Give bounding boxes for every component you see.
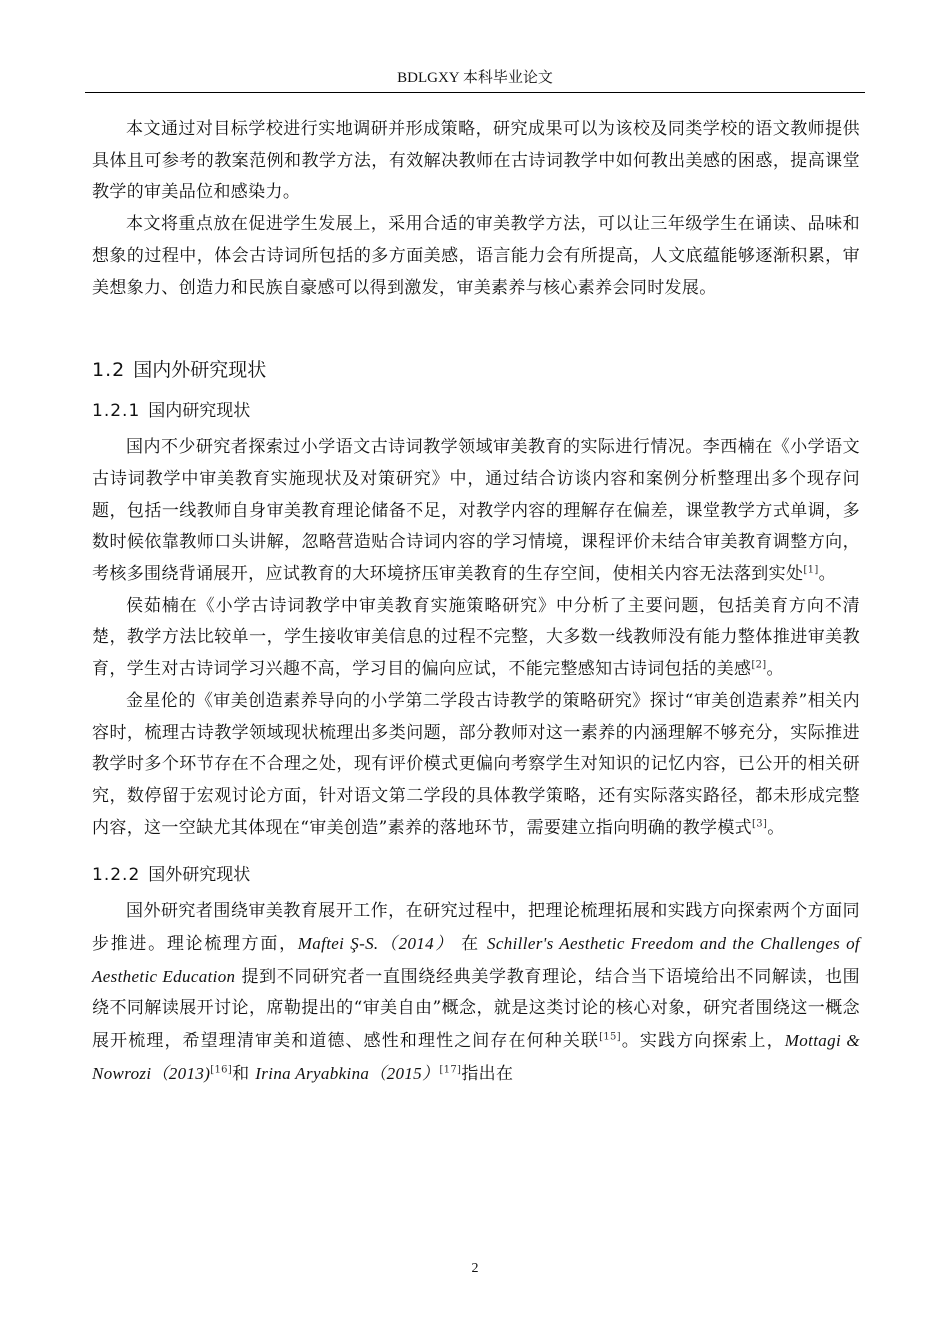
page-header: BDLGXY 本科毕业论文 — [397, 70, 553, 86]
section-number: 1.2 — [92, 359, 126, 382]
work-title: Schiller's Aesthetic Freedom and the Challenges of Aesthetic Education — [92, 934, 860, 986]
author-citation: Mottagi & Nowrozi（2013) — [92, 1031, 860, 1083]
intro-paragraph-2: 本文将重点放在促进学生发展上，采用合适的审美教学方法，可以让三年级学生在诵读、品味和想象的过程中，体会古诗词所包括的多方面美感，语言能力会有所提高，人文底蕴能够逐渐积累，审美想象力、创造力和民族自豪感可以得到激发，审美素养与核心素养会同时发展。 — [92, 214, 860, 298]
paragraph-text: 国外研究者围绕审美教育展开工作，在研究过程中，把理论梳理拓展和实践方向探索两个方面同步推进。理论梳理方面， — [92, 901, 860, 955]
section-title: 国内外研究现状 — [133, 359, 267, 382]
foreign-paragraph-1 — [92, 896, 860, 1090]
paragraph-text: 金星伦的《审美创造素养导向的小学第二学段古诗教学的策略研究》探讨“审美创造素养”相关内容时，梳理古诗教学领域现状梳理出多类问题，部分教师对这一素养的内涵理解不够充分，实际推进教学时多个环节存在不合理之处，现有评价模式更偏向考察学生对知识的记忆内容，已公开的相关研究，数停留于宏观讨论方面，针对语文第二学段的具体教学策略，还有实际落实路径，都未形成完整内容，这一空缺尤其体现在“审美创造”素养的落地环节，需要建立指向明确的教学模式 — [92, 690, 860, 838]
citation-ref: [15] — [599, 1031, 622, 1043]
header-rule — [85, 92, 865, 93]
paragraph-text: 国内不少研究者探索过小学语文古诗词教学领域审美教育的实际进行情况。李西楠在《小学语文古诗词教学中审美教育实施现状及对策研究》中，通过结合访谈内容和案例分析整理出多个现存问题，包括一线教师自身审美教育理论储备不足，对教学内容的理解存在偏差，课堂教学方式单调，多数时候依靠教师口头讲解，忽略营造贴合诗词内容的学习情境，课程评价未结合审美教育调整方向，考核多围绕背诵展开，应试教育的大环境挤压审美教育的生存空间，使相关内容无法落到实处 — [92, 437, 860, 585]
domestic-paragraph-1 — [92, 432, 860, 591]
citation-ref: [3] — [752, 818, 768, 829]
subsection-title: 国内研究现状 — [148, 401, 251, 422]
author-citation: Maftei Ş-S.（2014） — [297, 934, 455, 954]
paragraph-end: 。 — [766, 659, 784, 680]
paragraph-end: 。 — [818, 564, 836, 585]
citation-ref: [2] — [751, 659, 767, 671]
page-number: 2 — [471, 1261, 479, 1276]
page-body — [92, 114, 860, 1091]
citation-ref: [1] — [803, 564, 819, 576]
paragraph-text: 指出在 — [461, 1063, 514, 1084]
paragraph-end: 。 — [767, 817, 785, 838]
intro-paragraph-1: 本文通过对目标学校进行实地调研并形成策略，研究成果可以为该校及同类学校的语文教师提供具体且可参考的教案范例和教学方法，有效解决教师在古诗词教学中如何教出美感的困惑，提高课堂教学的审美品位和感染力。 — [92, 119, 860, 203]
domestic-paragraph-3 — [92, 686, 860, 845]
paragraph-text: 在 — [454, 934, 487, 955]
paragraph-text: 和 — [232, 1063, 256, 1084]
subsection-heading-foreign — [92, 860, 860, 890]
section-heading — [92, 356, 860, 384]
subsection-title: 国外研究现状 — [148, 865, 251, 886]
citation-ref: [17] — [439, 1064, 462, 1076]
paragraph-text: 。实践方向探索上， — [621, 1031, 785, 1052]
citation-ref: [16] — [210, 1064, 233, 1076]
domestic-paragraph-2 — [92, 591, 860, 686]
subsection-number: 1.2.2 — [92, 865, 141, 886]
subsection-number: 1.2.1 — [92, 401, 141, 422]
author-citation: Irina Aryabkina（2015） — [255, 1063, 440, 1083]
paragraph-text: 侯茹楠在《小学古诗词教学中审美教育实施策略研究》中分析了主要问题，包括美育方向不清楚，教学方法比较单一，学生接收审美信息的过程不完整，大多数一线教师没有能力整体推进审美教育，学生对古诗词学习兴趣不高，学习目的偏向应试，不能完整感知古诗词包括的美感 — [92, 595, 860, 680]
paragraph-text: 提到不同研究者一直围绕经典美学教育理论，结合当下语境给出不同解读，也围绕不同解读展开讨论，席勒提出的“审美自由”概念，就是这类讨论的核心对象，研究者围绕这一概念展开梳理，希望理清审美和道德、感性和理性之间存在何种关联 — [92, 966, 860, 1052]
subsection-heading-domestic — [92, 396, 860, 426]
